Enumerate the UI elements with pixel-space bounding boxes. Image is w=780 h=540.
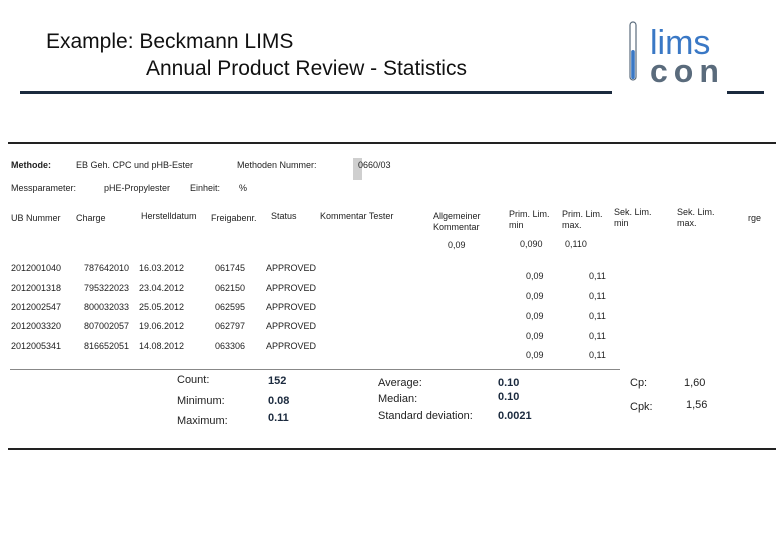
limscon-logo bbox=[626, 20, 726, 86]
average-label: Average: bbox=[378, 377, 422, 389]
cell-charge: 816652051 bbox=[84, 341, 130, 351]
cell-value-2: 0,11 bbox=[589, 291, 606, 301]
cell-value-2: 0,11 bbox=[589, 271, 606, 281]
minimum-value: 0.08 bbox=[268, 395, 290, 407]
col-charge: Charge bbox=[76, 213, 106, 223]
unit-value: % bbox=[239, 183, 248, 193]
cell-release: 061745 bbox=[215, 263, 246, 273]
cell-value: 0,09 bbox=[526, 271, 544, 281]
cell-release: 062595 bbox=[215, 302, 246, 312]
cell-ub: 2012003320 bbox=[11, 321, 62, 331]
col-prim-lim-max: Prim. Lim. max. bbox=[562, 209, 603, 230]
col-status: Status bbox=[271, 211, 297, 221]
cell-ub: 2012001318 bbox=[11, 283, 62, 293]
cell-value: 0,09 bbox=[526, 331, 544, 341]
cell-status: APPROVED bbox=[266, 341, 317, 351]
col-general-comment: Allgemeiner Kommentar bbox=[433, 211, 481, 232]
report-frame-bottom bbox=[8, 448, 776, 450]
cell-status: APPROVED bbox=[266, 302, 317, 312]
cell-charge: 800032033 bbox=[84, 302, 130, 312]
title-rule-left bbox=[20, 91, 612, 94]
report-frame-top bbox=[8, 142, 776, 144]
median-label: Median: bbox=[378, 393, 418, 405]
cell-date: 19.06.2012 bbox=[139, 321, 185, 331]
minimum-label: Minimum: bbox=[177, 395, 225, 407]
cp-label: Cp: bbox=[630, 377, 648, 389]
cell-value: 0,09 bbox=[526, 291, 544, 301]
col-production-date: Herstelldatum bbox=[141, 211, 197, 221]
cell-date: 23.04.2012 bbox=[139, 283, 185, 293]
col-prim-lim-min: Prim. Lim. min bbox=[509, 209, 550, 230]
cell-ub: 2012002547 bbox=[11, 302, 62, 312]
stddev-value: 0.0021 bbox=[498, 410, 532, 422]
maximum-value: 0.11 bbox=[268, 412, 289, 424]
parameter-label: Messparameter: bbox=[11, 183, 77, 193]
cell-value: 0,09 bbox=[526, 350, 544, 360]
median-value: 0.10 bbox=[498, 391, 520, 403]
cell-date: 16.03.2012 bbox=[139, 263, 185, 273]
maximum-label: Maximum: bbox=[177, 415, 228, 427]
method-value: EB Geh. CPC und pHB-Ester bbox=[76, 160, 194, 170]
cell-date: 25.05.2012 bbox=[139, 302, 185, 312]
col-tester-comment: Kommentar Tester bbox=[320, 211, 394, 221]
method-number-label: Methoden Nummer: bbox=[237, 160, 317, 170]
average-value: 0.10 bbox=[498, 377, 520, 389]
count-value: 152 bbox=[268, 375, 287, 387]
cpk-label: Cpk: bbox=[630, 401, 653, 413]
method-label: Methode: bbox=[11, 160, 51, 170]
cell-status: APPROVED bbox=[266, 263, 317, 273]
cell-release: 062797 bbox=[215, 321, 246, 331]
cp-value: 1,60 bbox=[684, 377, 706, 389]
cell-ub: 2012001040 bbox=[11, 263, 62, 273]
col-range: rge bbox=[748, 213, 762, 223]
cell-value-2: 0,11 bbox=[589, 350, 606, 360]
header-prim-max-value: 0,110 bbox=[565, 239, 587, 249]
statistics-separator bbox=[10, 369, 620, 370]
logo-text-con: con bbox=[650, 53, 725, 86]
col-sek-lim-max: Sek. Lim. max. bbox=[677, 207, 715, 228]
method-number-value: 0660/03 bbox=[358, 160, 391, 170]
cell-value: 0,09 bbox=[526, 311, 544, 321]
title-rule-right bbox=[727, 91, 764, 94]
slide-title: Example: Beckmann LIMS bbox=[46, 30, 294, 53]
cell-charge: 795322023 bbox=[84, 283, 130, 293]
cell-charge: 807002057 bbox=[84, 321, 130, 331]
header-general-comment-value: 0,09 bbox=[448, 240, 466, 250]
cell-ub: 2012005341 bbox=[11, 341, 62, 351]
cell-charge: 787642010 bbox=[84, 263, 130, 273]
unit-label: Einheit: bbox=[190, 183, 221, 193]
cell-status: APPROVED bbox=[266, 321, 317, 331]
stddev-label: Standard deviation: bbox=[378, 410, 473, 422]
logo-text-lims: lims bbox=[650, 24, 711, 62]
cpk-value: 1,56 bbox=[686, 399, 708, 411]
cell-release: 063306 bbox=[215, 341, 246, 351]
cell-date: 14.08.2012 bbox=[139, 341, 185, 351]
cell-value-2: 0,11 bbox=[589, 311, 606, 321]
col-sek-lim-min: Sek. Lim. min bbox=[614, 207, 652, 228]
slide-subtitle: Annual Product Review - Statistics bbox=[146, 57, 467, 80]
cell-status: APPROVED bbox=[266, 283, 317, 293]
col-ub-number: UB Nummer bbox=[11, 213, 61, 223]
count-label: Count: bbox=[177, 374, 210, 386]
cell-release: 062150 bbox=[215, 283, 246, 293]
header-prim-min-value: 0,090 bbox=[520, 239, 543, 249]
cell-value-2: 0,11 bbox=[589, 331, 606, 341]
parameter-value: pHE-Propylester bbox=[104, 183, 171, 193]
col-release-number: Freigabenr. bbox=[211, 213, 257, 223]
